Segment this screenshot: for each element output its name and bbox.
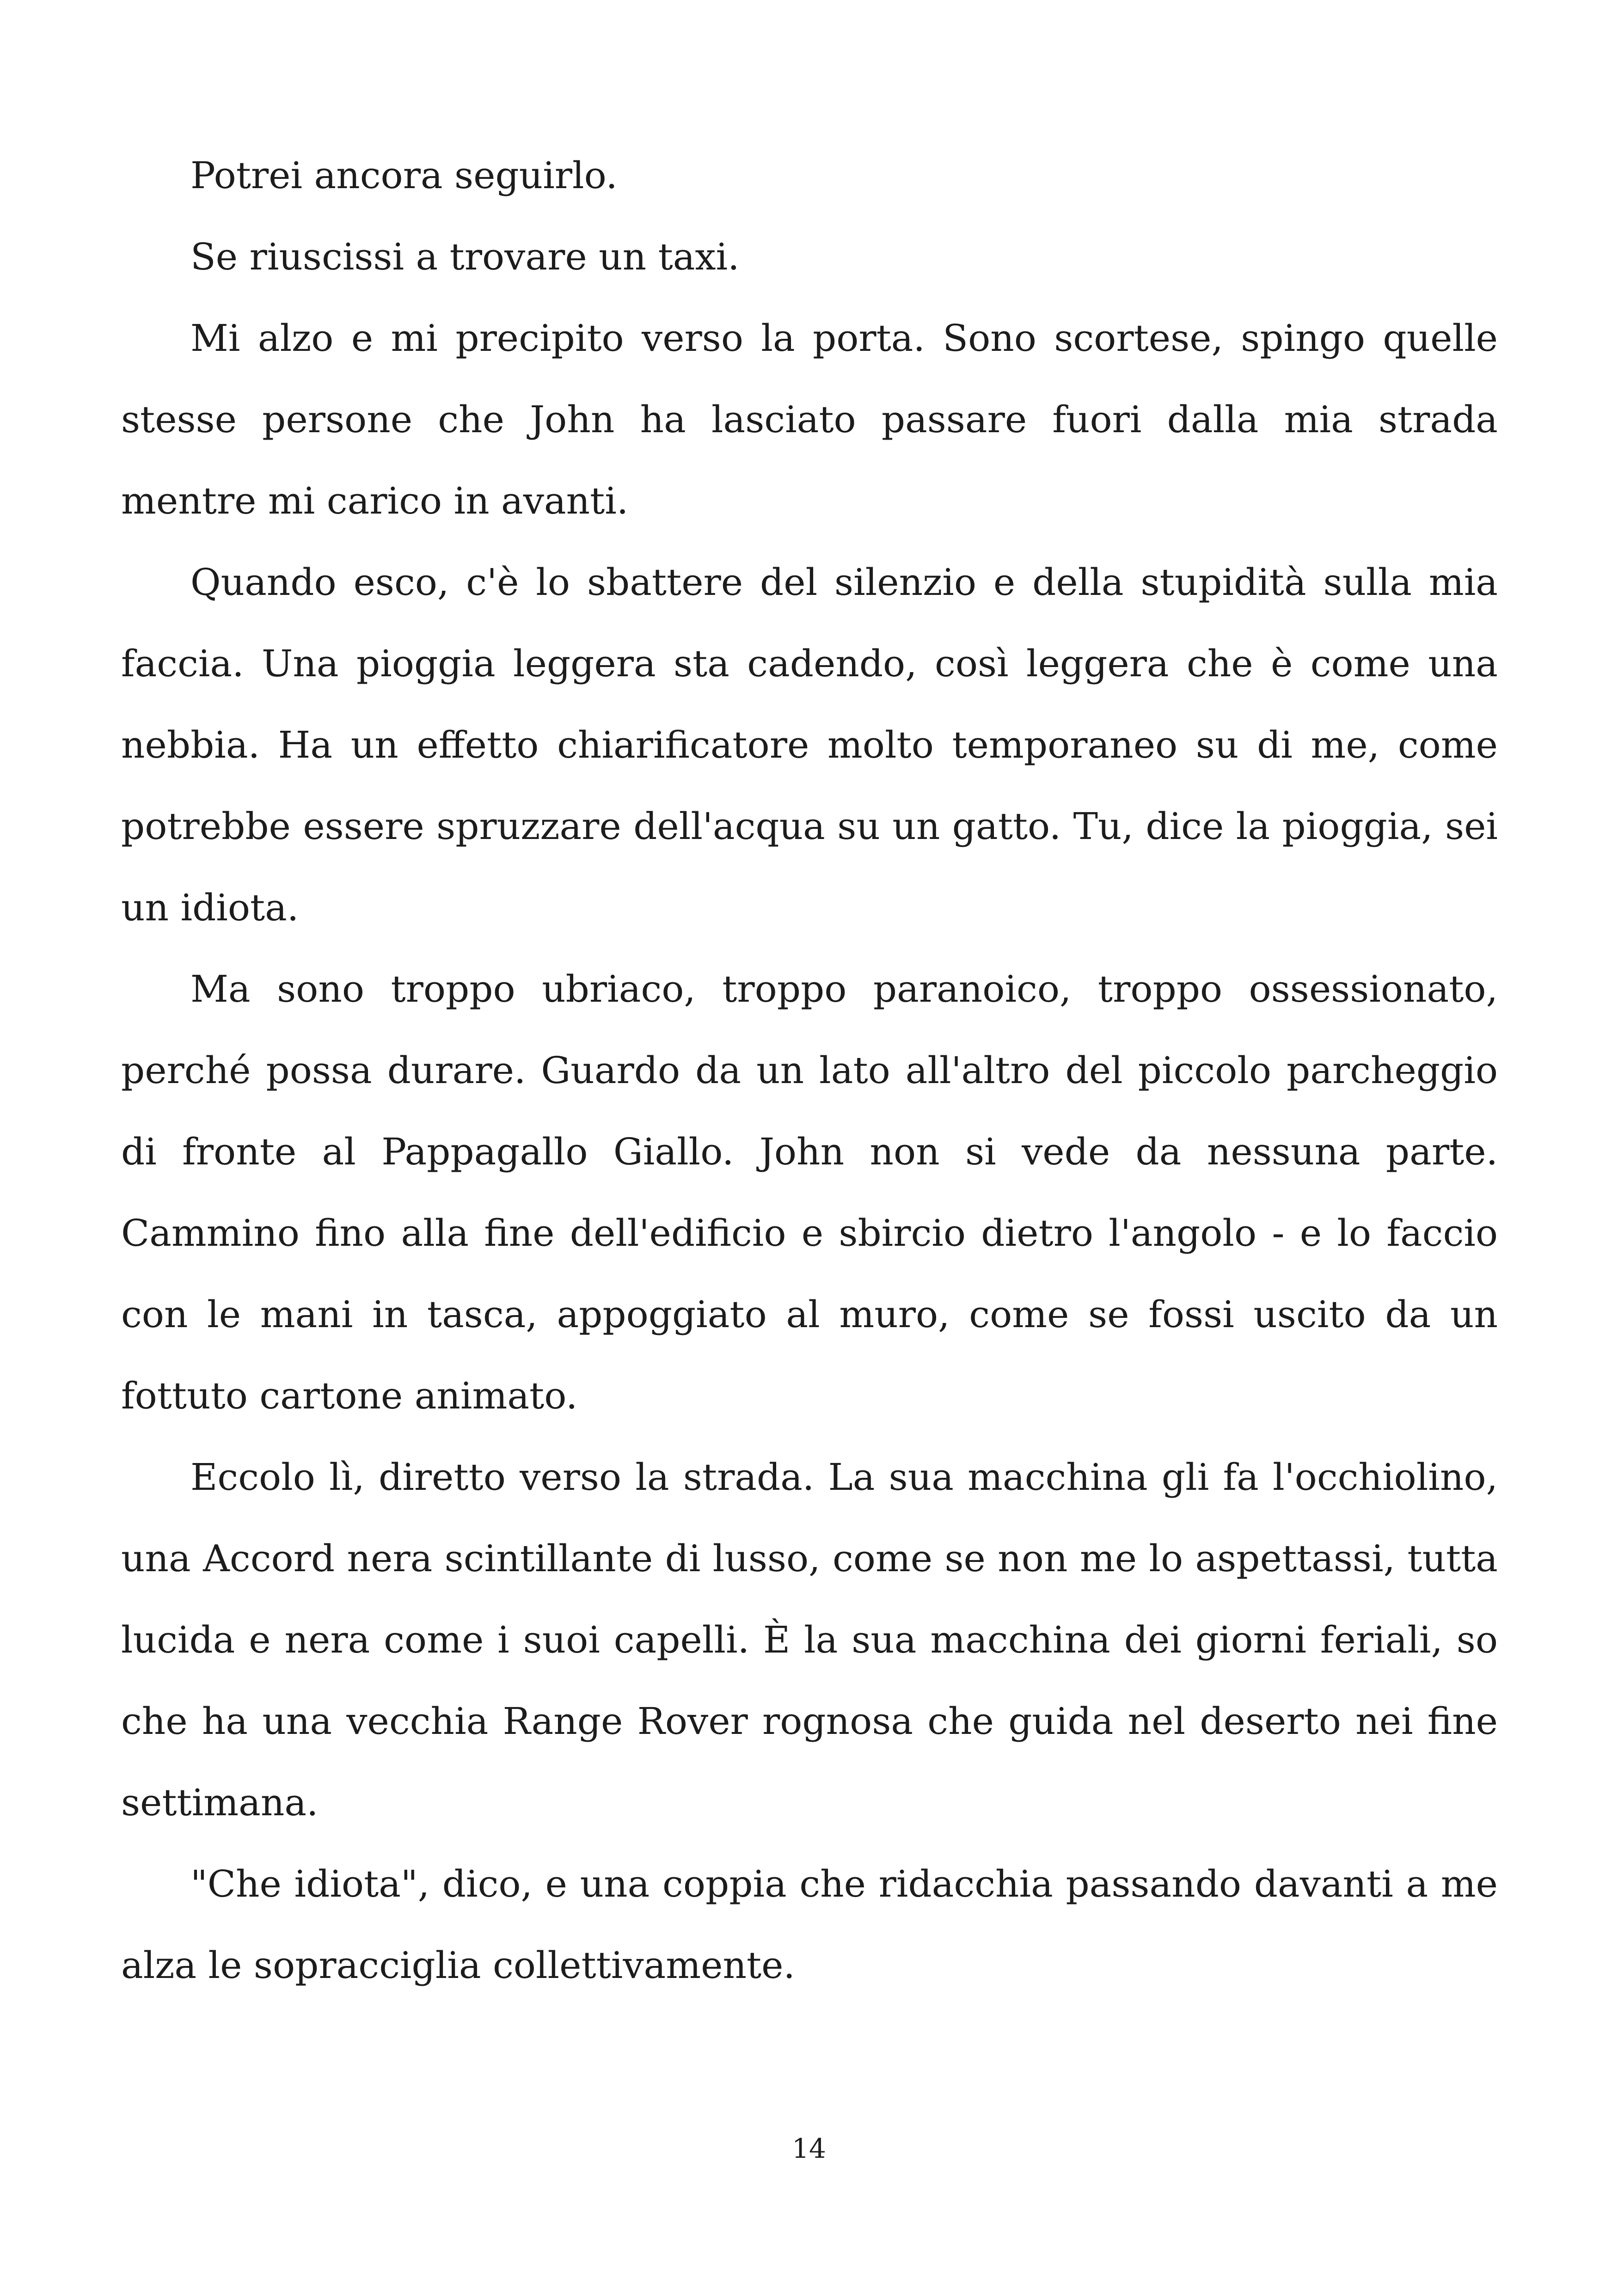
paragraph: Potrei ancora seguirlo. — [190, 154, 618, 197]
paragraph: Eccolo lì, diretto verso la strada. La sua macchina gli fa l'occhiolino, una Accord nera scintillante di lusso, come se non me lo aspettassi, tutta lucida e nera come i suoi capelli. È la sua macchina dei giorni feriali, so che ha una vecchia Range Rover rognosa che guida nel deserto nei fine settimana. — [121, 1456, 1498, 1824]
paragraph: Se riuscissi a trovare un taxi. — [190, 235, 740, 278]
paragraph: Mi alzo e mi precipito verso la porta. Sono scortese, spingo quelle stesse persone che John ha lasciato passare fuori dalla mia strada mentre mi carico in avanti. — [121, 317, 1498, 522]
paragraph: "Che idiota", dico, e una coppia che ridacchia passando davanti a me alza le sopracciglia collettivamente. — [121, 1862, 1498, 1987]
paragraph: Quando esco, c'è lo sbattere del silenzio e della stupidità sulla mia faccia. Una pioggia leggera sta cadendo, così leggera che è come una nebbia. Ha un effetto chiarificatore molto temporaneo su di me, come potrebbe essere spruzzare dell'acqua su un gatto. Tu, dice la pioggia, sei un idiota. — [121, 561, 1498, 929]
page-number: 14 — [792, 2133, 826, 2164]
paragraph: Ma sono troppo ubriaco, troppo paranoico, troppo ossessionato, perché possa durare. Guardo da un lato all'altro del piccolo parcheggio di fronte al Pappagallo Giallo. John non si vede da nessuna parte. Cammino fino alla fine dell'edificio e sbircio dietro l'angolo - e lo faccio con le mani in tasca, appoggiato al muro, come se fossi uscito da un fottuto cartone animato. — [121, 967, 1498, 1417]
body-text — [121, 135, 1498, 2006]
